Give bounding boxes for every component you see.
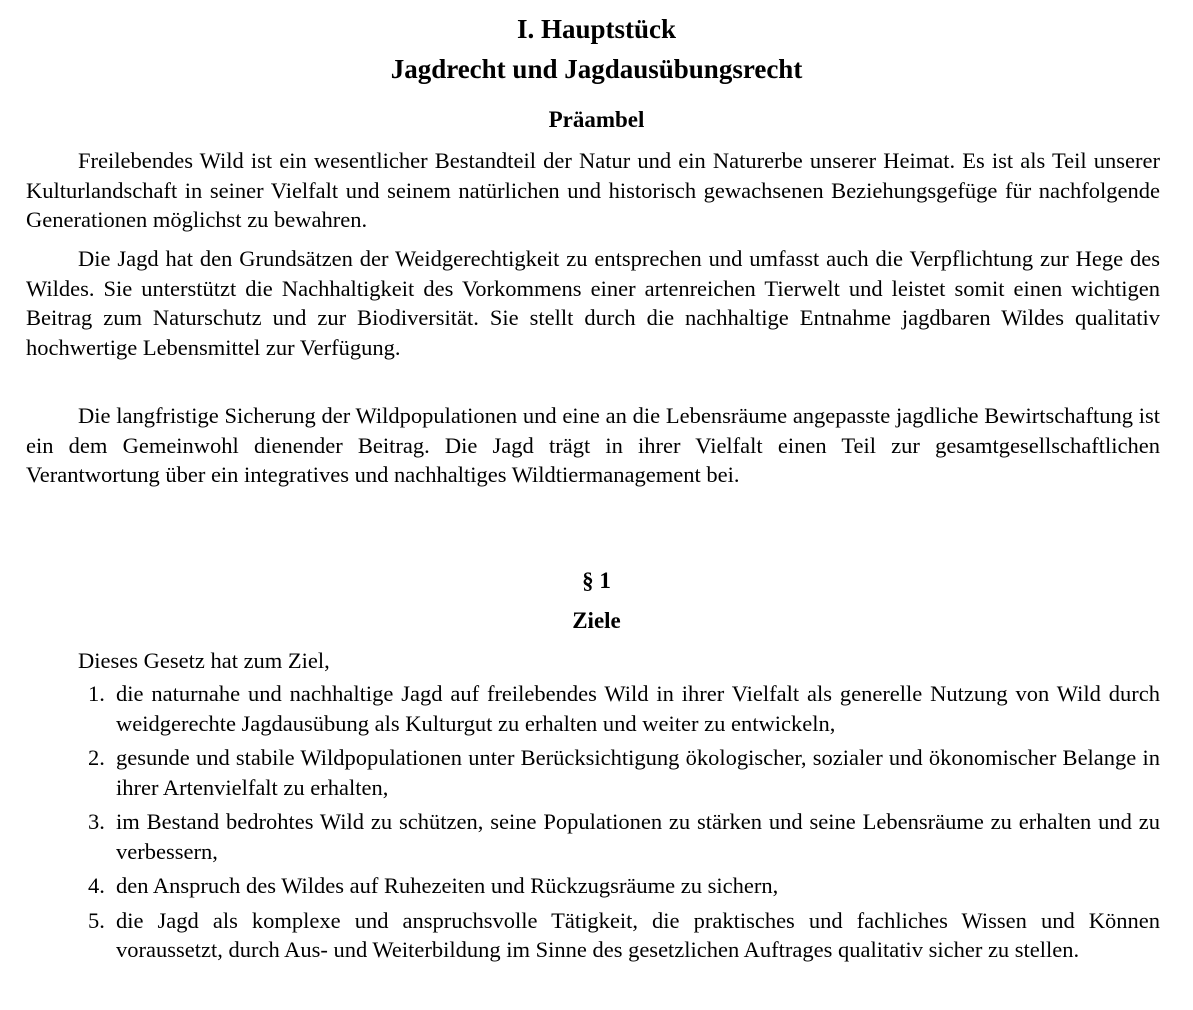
preamble-paragraph-2 (26, 244, 1160, 362)
list-item-text: im Bestand bedrohtes Wild zu schützen, seine Populationen zu stärken und seine Lebensräume zu erhalten und zu verbessern, (116, 809, 1160, 864)
list-item-text: gesunde und stabile Wildpopulationen unter Berücksichtigung ökologischer, sozialer und ökonomischer Belange in ihrer Artenvielfalt zu erhalten, (116, 745, 1160, 800)
chapter-heading: I. Hauptstück (516, 14, 677, 44)
paragraph-text: Freilebendes Wild ist ein wesentlicher Bestandteil der Natur und ein Naturerbe unserer Heimat. Es ist als Teil unserer Kulturlandschaft in seiner Vielfalt und seinem natürlichen und historisch gewachsenen Beziehungsgefüge für nachfolgende Generationen möglichst zu bewahren. (26, 148, 1160, 232)
list-item-number: 2. (88, 745, 105, 770)
list-item (26, 906, 1160, 965)
list-item-number: 4. (88, 873, 105, 898)
list-item-text: die naturnahe und nachhaltige Jagd auf freilebendes Wild in ihrer Vielfalt als generelle Nutzung von Wild durch weidgerechte Jagdausübung als Kulturgut zu erhalten und weiter zu entwickeln, (116, 681, 1160, 736)
preamble-paragraph-1 (26, 146, 1160, 235)
preamble-heading: Präambel (548, 107, 645, 132)
section-number: § 1 (582, 568, 611, 593)
list-item (26, 807, 1160, 866)
list-item-number: 1. (88, 681, 105, 706)
list-item-number: 3. (88, 809, 105, 834)
section-title: Ziele (572, 608, 621, 633)
list-item-number: 5. (88, 907, 105, 933)
list-item (26, 743, 1160, 802)
list-item (26, 871, 1160, 901)
section-intro: Dieses Gesetz hat zum Ziel, (78, 648, 330, 673)
chapter-title: Jagdrecht und Jagdausübungsrecht (390, 54, 803, 84)
preamble-paragraph-3 (26, 401, 1160, 490)
paragraph-text: Die Jagd hat den Grundsätzen der Weidgerechtigkeit zu entsprechen und umfasst auch die Verpflichtung zur Hege des Wildes. Sie unterstützt die Nachhaltigkeit des Vorkommens einer artenreichen Tierwelt und leistet somit einen wichtigen Beitrag zum Naturschutz und zur Biodiversität. Sie stellt durch die nachhaltige Entnahme jagdbaren Wildes qualitativ hochwertige Lebensmittel zur Verfügung. (26, 246, 1160, 360)
list-item-text: den Anspruch des Wildes auf Ruhezeiten und Rückzugsräume zu sichern, (116, 873, 779, 898)
paragraph-text: Die langfristige Sicherung der Wildpopulationen und eine an die Lebensräume angepasste jagdliche Bewirtschaftung ist ein dem Gemeinwohl dienender Beitrag. Die Jagd trägt in ihrer Vielfalt einen Teil zur gesamtgesellschaftlichen Verantwortung über ein integratives und nachhaltiges Wildtiermanagement bei. (26, 403, 1160, 487)
list-item-text: die Jagd als komplexe und anspruchsvolle Tätigkeit, die praktisches und fachliches Wissen und Können voraussetzt, durch Aus- und Weiterbildung im Sinne des gesetzlichen Auftrages qualitativ sicher zu stellen. (116, 907, 1160, 962)
list-item (26, 679, 1160, 738)
goals-list (26, 679, 1160, 970)
